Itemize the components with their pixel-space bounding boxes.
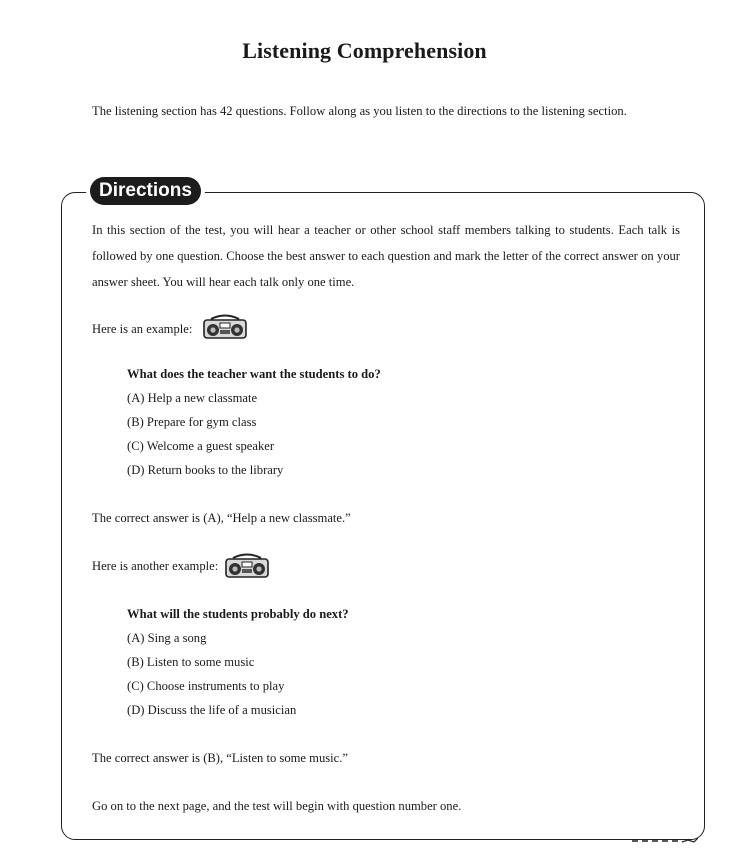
boombox-icon (202, 313, 248, 341)
example-2-answer: The correct answer is (B), “Listen to some music.” (92, 751, 348, 765)
page-title: Listening Comprehension (242, 38, 487, 63)
next-page-note: Go on to the next page, and the test will begin with question number one. (92, 799, 462, 813)
example-2-option-d: (D) Discuss the life of a musician (127, 703, 297, 717)
example-1-option-a: (A) Help a new classmate (127, 391, 258, 405)
example-1-option-d: (D) Return books to the library (127, 463, 284, 477)
example-2-question: What will the students probably do next? (127, 607, 349, 621)
intro-text: The listening section has 42 questions. Follow along as you listen to the directions to the listening section. (92, 104, 627, 118)
boombox-icon (224, 552, 270, 580)
example-1-option-b: (B) Prepare for gym class (127, 415, 257, 429)
directions-heading: Directions (90, 177, 201, 205)
page-edge-dashes (632, 836, 698, 846)
example-1-option-c: (C) Welcome a guest speaker (127, 439, 275, 453)
example-1-question: What does the teacher want the students to do? (127, 367, 381, 381)
example-2-lead: Here is another example: (92, 559, 219, 573)
example-1-answer: The correct answer is (A), “Help a new classmate.” (92, 511, 351, 525)
example-2-option-c: (C) Choose instruments to play (127, 679, 285, 693)
example-2-option-a: (A) Sing a song (127, 631, 207, 645)
example-2-option-b: (B) Listen to some music (127, 655, 255, 669)
example-1-lead: Here is an example: (92, 322, 193, 336)
directions-paragraph: In this section of the test, you will hear a teacher or other school staff members talking to students. Each talk is followed by one question. Choose the best answer to each question and mark the letter of the correct answer on your answer sheet. You will hear each talk only one time. (92, 223, 680, 289)
